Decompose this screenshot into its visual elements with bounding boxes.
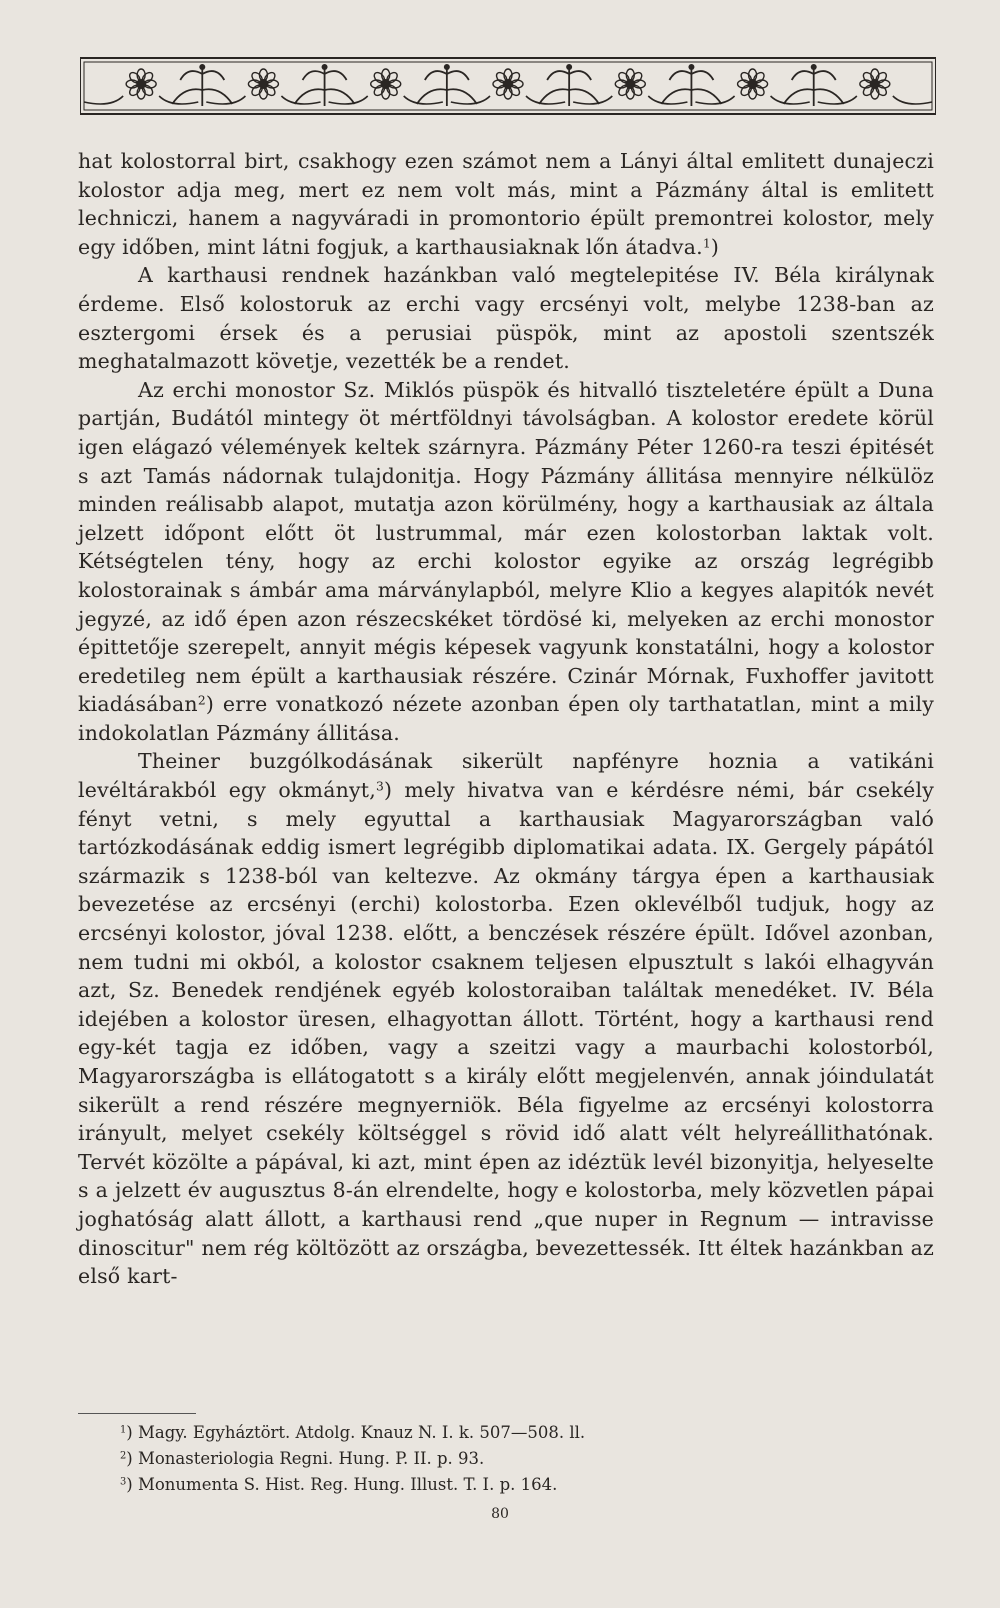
bud-icon [444, 64, 450, 70]
rosette-icon [860, 69, 890, 99]
leaf-sprig-icon [295, 68, 355, 106]
vine-curl-icon [84, 96, 198, 104]
footnote-2 [120, 1446, 820, 1472]
paragraph-3-text: Az erchi monostor Sz. Miklós püspök és hitvalló tiszteletére épült a Duna partján, Budától mintegy öt mértföldnyi távolságban. A kolostor eredete körül igen elágazó vélemények keltek szárnyra. Pázmány Péter 1260-ra teszi épitését s azt Tamás nádornak tulajdonitja. Hogy Pázmány állitása mennyire nélkülöz minden reálisabb alapot, mutatja azon körülmény, hogy a karthausiak az általa jelzett időpont előtt öt lustrummal, már ezen kolostorban laktak volt. Kétségtelen tény, hogy az erchi kolostor egyike az ország legrégibb kolostorainak s ámbár ama márványlapból, melyre Klio a kegyes alapitók nevét jegyzé, az idő épen azon részecskéket tördösé ki, melyeken az erchi monostor épittetője szerepelt, annyit mégis képesek vagyunk konstatálni, hogy a kolostor eredetileg nem épült a karthausiak részére. Czinár Mórnak, Fuxhoffer javitott kiadásában [78, 377, 934, 717]
vine-curl-icon [206, 96, 320, 104]
footnote-1-text: ) Magy. Egyháztört. Atdolg. Knauz N. I. k. 507—508. ll. [126, 1423, 586, 1442]
bud-icon [811, 64, 817, 70]
bud-icon [566, 64, 572, 70]
paragraph-3 [78, 376, 934, 748]
main-text [78, 147, 934, 1291]
rosette-icon [248, 69, 278, 99]
paragraph-2-text: A karthausi rendnek hazánkban való megtelepitése IV. Béla királynak érdeme. Első kolostoruk az erchi vagy ercsényi volt, melybe 1238-ban az esztergomi érsek és a perusiai püspök, mint az apostoli szentszék meghatalmazott követje, vezették be a rendet. [78, 263, 934, 374]
bud-icon [688, 64, 694, 70]
footnote-ref-1: 1 [702, 236, 711, 251]
footnote-2-mark: 2 [120, 1450, 127, 1462]
vine-curl-icon [818, 96, 932, 104]
footnote-3-text: ) Monumenta S. Hist. Reg. Hung. Illust. T. I. p. 164. [126, 1475, 558, 1494]
leaf-sprig-icon [539, 68, 599, 106]
rosette-icon [615, 69, 645, 99]
paragraph-1 [78, 147, 934, 261]
vine-curl-icon [329, 96, 443, 104]
footnotes [120, 1420, 820, 1498]
footnote-3-mark: 3 [120, 1476, 127, 1488]
paragraph-4-text: Theiner buzgólkodásának sikerült napfényre hoznia a vatikáni levéltárakból egy okmányt, [78, 749, 934, 803]
leaf-sprig-icon [661, 68, 721, 106]
paragraph-2 [78, 261, 934, 375]
leaf-sprig-icon [172, 68, 232, 106]
vine-curl-icon [451, 96, 565, 104]
rosette-icon [371, 69, 401, 99]
leaf-sprig-icon [417, 68, 477, 106]
footnote-ref-3: 3 [375, 779, 384, 794]
footnote-1 [120, 1420, 820, 1446]
bud-icon [199, 64, 205, 70]
page-number: 80 [491, 1506, 509, 1522]
rosette-icon [738, 69, 768, 99]
floral-header-ornament [80, 56, 936, 116]
vine-curl-icon [573, 96, 687, 104]
bud-icon [322, 64, 328, 70]
footnote-3 [120, 1472, 820, 1498]
footnote-divider [78, 1413, 196, 1414]
leaf-sprig-icon [784, 68, 844, 106]
rosette-icon [493, 69, 523, 99]
rosette-icon [126, 69, 156, 99]
footnote-ref-2: 2 [197, 693, 206, 708]
paragraph-4-text-cont: ) mely hivatva van e kérdésre némi, bár csekély fényt vetni, s mely egyuttal a karthausiak Magyarországban való tartózkodásának eddig ismert legrégibb diplomatikai adata. IX. Gergely pápától származik s 1238-ból van keltezve. Az okmány tárgya épen a karthausiak bevezetése az ercsényi (erchi) kolostorba. Ezen oklevélből tudjuk, hogy az ercsényi kolostor, jóval 1238. előtt, a benczések részére épült. Idővel azonban, nem tudni mi okból, a kolostor csaknem teljesen elpusztult s lakói elhagyván azt, Sz. Benedek rendjének egyéb kolostoraiban találtak menedéket. IV. Béla idejében a kolostor üresen, elhagyottan állott. Történt, hogy a karthausi rend egy-két tagja ez időben, vagy a szeitzi vagy a maurbachi kolostorból, Magyarországba is ellátogatott s a király előtt megjelenvén, annak jóindulatát sikerült a rend részére megnyerniök. Béla figyelme az ercsényi kolostorra irányult, melyet csekély költséggel s rövid idő alatt vélt helyreállithatónak. Tervét közölte a pápával, ki azt, mint épen az idéztük levél bizonyitja, helyeselte s a jelzett év augusztus 8-án elrendelte, hogy e kolostorba, mely közvetlen pápai joghatóság alatt állott, a karthausi rend „que nuper in Regnum — intravisse dinoscitur" nem rég költözött az országba, bevezettessék. Itt éltek hazánkban az első kart- [78, 778, 934, 1289]
paragraph-4 [78, 747, 934, 1290]
vine-curl-icon [695, 96, 809, 104]
footnote-ref-1-paren: ) [710, 234, 720, 259]
paragraph-3-text-cont: ) erre vonatkozó nézete azonban épen oly tarthatatlan, mint a mily indokolatlan Pázmány állitása. [78, 692, 934, 745]
footnote-1-mark: 1 [120, 1424, 127, 1436]
footnote-2-text: ) Monasteriologia Regni. Hung. P. II. p. 93. [126, 1449, 485, 1468]
paragraph-1-text: hat kolostorral birt, csakhogy ezen számot nem a Lányi által emlitett dunajeczi kolostor adja meg, mert ez nem volt más, mint a Pázmány által is emlitett lechniczi, hanem a nagyváradi in promontorio épült premontrei kolostor, mely egy időben, mint látni fogjuk, a karthausiaknak lőn átadva. [78, 149, 934, 259]
